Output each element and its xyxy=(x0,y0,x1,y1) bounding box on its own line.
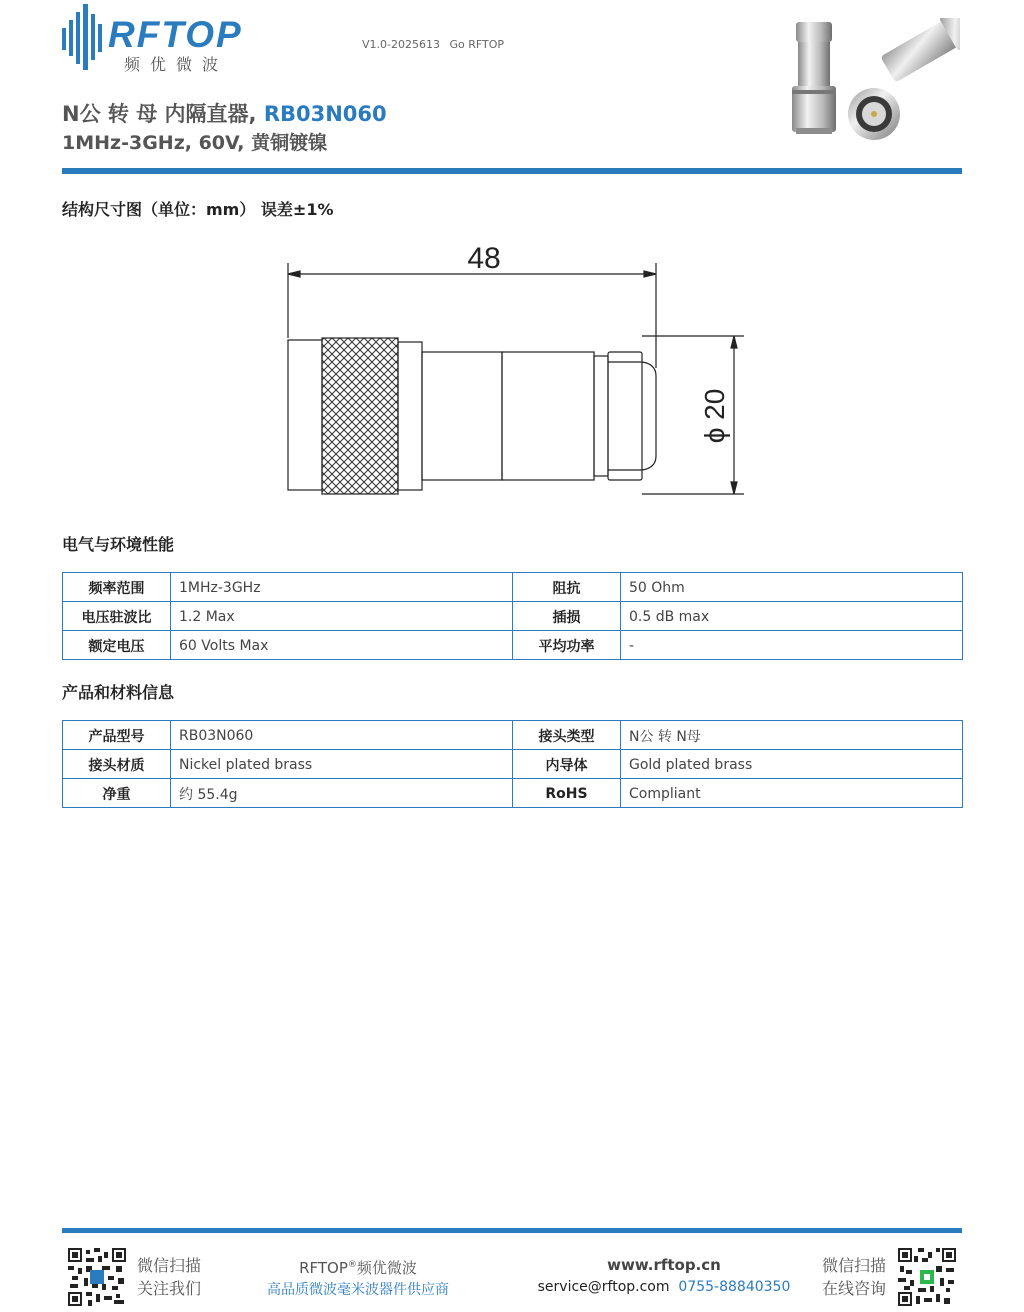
spec-value: Nickel plated brass xyxy=(171,750,513,779)
wechat-consult-qr-icon xyxy=(898,1248,956,1306)
title-prefix: N公 转 母 内隔直器, xyxy=(62,102,257,126)
follow-line2: 关注我们 xyxy=(137,1279,202,1298)
consult-line2: 在线咨询 xyxy=(822,1279,887,1298)
footer-brand-block xyxy=(258,1254,458,1301)
footer-divider xyxy=(62,1228,962,1233)
spec-label: 净重 xyxy=(63,779,171,808)
footer-brand-cn: 频优微波 xyxy=(356,1259,417,1277)
registered-mark: ® xyxy=(347,1260,357,1270)
spec-label: 插损 xyxy=(513,602,621,631)
spec-value: 1MHz-3GHz xyxy=(171,573,513,602)
table-row xyxy=(63,750,963,779)
follow-us-text xyxy=(137,1254,201,1300)
table-row xyxy=(63,721,963,750)
product-subtitle: 1MHz-3GHz, 60V, 黄铜镀镍 xyxy=(62,132,328,154)
spec-value: RB03N060 xyxy=(171,721,513,750)
product-photo xyxy=(788,18,960,146)
brand-tag: Go RFTOP xyxy=(449,38,505,51)
table-row xyxy=(63,573,963,602)
material-table xyxy=(62,720,963,808)
spec-label: 额定电压 xyxy=(63,631,171,660)
version-number: V1.0-2025613 xyxy=(362,38,440,51)
spec-value: Compliant xyxy=(621,779,963,808)
spec-label: 接头材质 xyxy=(63,750,171,779)
logo-text: RFTOP xyxy=(108,14,243,55)
spec-label: 内导体 xyxy=(513,750,621,779)
version-info xyxy=(362,38,510,51)
spec-label: 阻抗 xyxy=(513,573,621,602)
drawing-heading: 结构尺寸图（单位：mm） 误差±1% xyxy=(62,200,334,219)
spec-label: 接头类型 xyxy=(513,721,621,750)
spec-label: RoHS xyxy=(513,779,621,808)
electrical-table xyxy=(62,572,963,660)
website-link[interactable]: www.rftop.cn xyxy=(607,1256,721,1274)
dimension-drawing xyxy=(280,238,750,500)
logo-subtitle: 频优微波 xyxy=(124,55,229,74)
title-model: RB03N060 xyxy=(263,102,387,126)
diameter-dimension-label: ϕ 20 xyxy=(699,388,730,444)
spec-label: 产品型号 xyxy=(63,721,171,750)
consult-line1: 微信扫描 xyxy=(822,1256,887,1275)
footer-slogan: 高品质微波毫米波器件供应商 xyxy=(267,1282,449,1298)
length-dimension-label: 48 xyxy=(467,242,501,275)
spec-label: 平均功率 xyxy=(513,631,621,660)
logo-wave-icon xyxy=(62,2,108,72)
wechat-follow-qr-icon xyxy=(68,1248,126,1306)
rftop-logo xyxy=(62,2,267,72)
footer-contact-block xyxy=(530,1254,798,1298)
spec-label: 电压驻波比 xyxy=(63,602,171,631)
follow-line1: 微信扫描 xyxy=(137,1256,202,1275)
header-divider xyxy=(62,168,962,174)
table-row xyxy=(63,602,963,631)
spec-value: 约 55.4g xyxy=(171,779,513,808)
spec-value: 1.2 Max xyxy=(171,602,513,631)
spec-label: 频率范围 xyxy=(63,573,171,602)
table-row xyxy=(63,631,963,660)
spec-value: 50 Ohm xyxy=(621,573,963,602)
email-link[interactable]: service@rftop.com xyxy=(537,1279,670,1295)
product-title xyxy=(62,98,387,128)
spec-value: 60 Volts Max xyxy=(171,631,513,660)
footer-brand: RFTOP xyxy=(299,1259,348,1277)
spec-value: N公 转 N母 xyxy=(621,721,963,750)
spec-value: Gold plated brass xyxy=(621,750,963,779)
spec-value: 0.5 dB max xyxy=(621,602,963,631)
spec-value: - xyxy=(621,631,963,660)
phone-number: 0755-88840350 xyxy=(678,1279,791,1295)
table-row xyxy=(63,779,963,808)
material-heading: 产品和材料信息 xyxy=(62,683,175,702)
electrical-heading: 电气与环境性能 xyxy=(62,535,175,554)
consult-text xyxy=(822,1254,886,1300)
